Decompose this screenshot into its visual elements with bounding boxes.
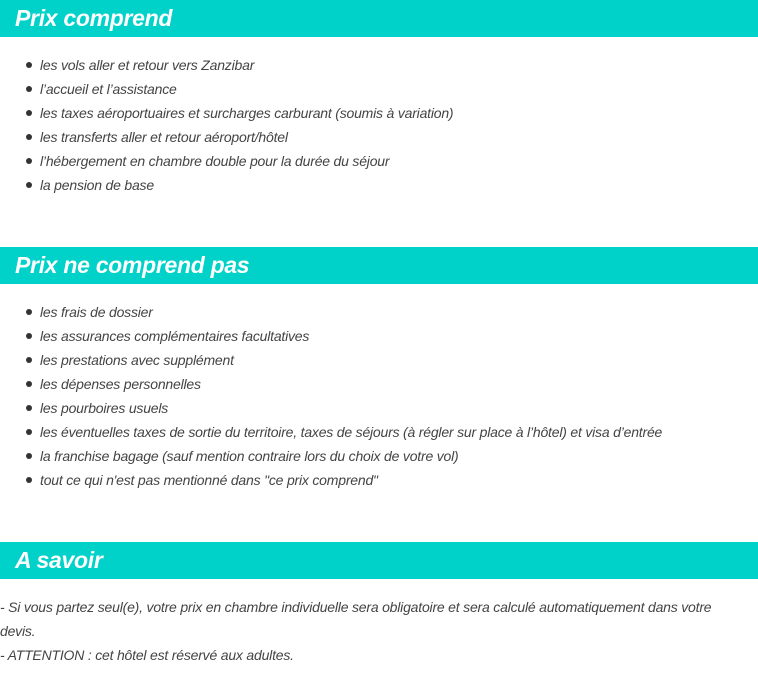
list-item-text: l’accueil et l’assistance [40, 81, 177, 97]
list-item [0, 396, 662, 420]
list-item-text: les prestations avec supplément [40, 352, 234, 368]
bullet-icon [26, 477, 32, 483]
list-item-text: les vols aller et retour vers Zanzibar [40, 57, 255, 73]
section-header-prix-ne-comprend-pas: Prix ne comprend pas [0, 247, 758, 284]
section-header-a-savoir: A savoir [0, 542, 758, 579]
list-item [0, 444, 662, 468]
list-item [0, 348, 662, 372]
note-adults-only: - ATTENTION : cet hôtel est réservé aux adultes. [0, 647, 294, 663]
excluded-list [0, 300, 662, 492]
bullet-icon [26, 333, 32, 339]
section-header-prix-comprend: Prix comprend [0, 0, 758, 37]
list-item-text: les éventuelles taxes de sortie du territoire, taxes de séjours (à régler sur place à l’hôtel) et visa d’entrée [40, 424, 663, 440]
bullet-icon [26, 429, 32, 435]
list-item [0, 468, 662, 492]
bullet-icon [26, 405, 32, 411]
list-item-text: les dépenses personnelles [40, 376, 201, 392]
bullet-icon [26, 110, 32, 116]
bullet-icon [26, 62, 32, 68]
list-item-text: les assurances complémentaires facultatives [40, 328, 310, 344]
list-item-text: les transferts aller et retour aéroport/hôtel [40, 129, 288, 145]
bullet-icon [26, 182, 32, 188]
list-item [0, 149, 453, 173]
list-item-text: les taxes aéroportuaires et surcharges carburant (soumis à variation) [40, 105, 454, 121]
notes-block [0, 595, 758, 667]
list-item [0, 173, 453, 197]
list-item-text: les frais de dossier [40, 304, 153, 320]
bullet-icon [26, 357, 32, 363]
bullet-icon [26, 381, 32, 387]
list-item [0, 324, 662, 348]
list-item [0, 300, 662, 324]
list-item [0, 420, 662, 444]
list-item [0, 53, 453, 77]
list-item [0, 101, 453, 125]
list-item [0, 372, 662, 396]
bullet-icon [26, 158, 32, 164]
list-item-text: l’hébergement en chambre double pour la durée du séjour [40, 153, 390, 169]
bullet-icon [26, 453, 32, 459]
bullet-icon [26, 134, 32, 140]
list-item-text: la pension de base [40, 177, 154, 193]
list-item-text: la franchise bagage (sauf mention contraire lors du choix de votre vol) [40, 448, 459, 464]
bullet-icon [26, 309, 32, 315]
list-item-text: les pourboires usuels [40, 400, 169, 416]
note-single-room: - Si vous partez seul(e), votre prix en chambre individuelle sera obligatoire et sera calculé automatiquement dans votre devis. [0, 599, 712, 639]
list-item-text: tout ce qui n'est pas mentionné dans "ce prix comprend" [40, 472, 378, 488]
bullet-icon [26, 86, 32, 92]
list-item [0, 125, 453, 149]
included-list [0, 53, 453, 197]
list-item [0, 77, 453, 101]
